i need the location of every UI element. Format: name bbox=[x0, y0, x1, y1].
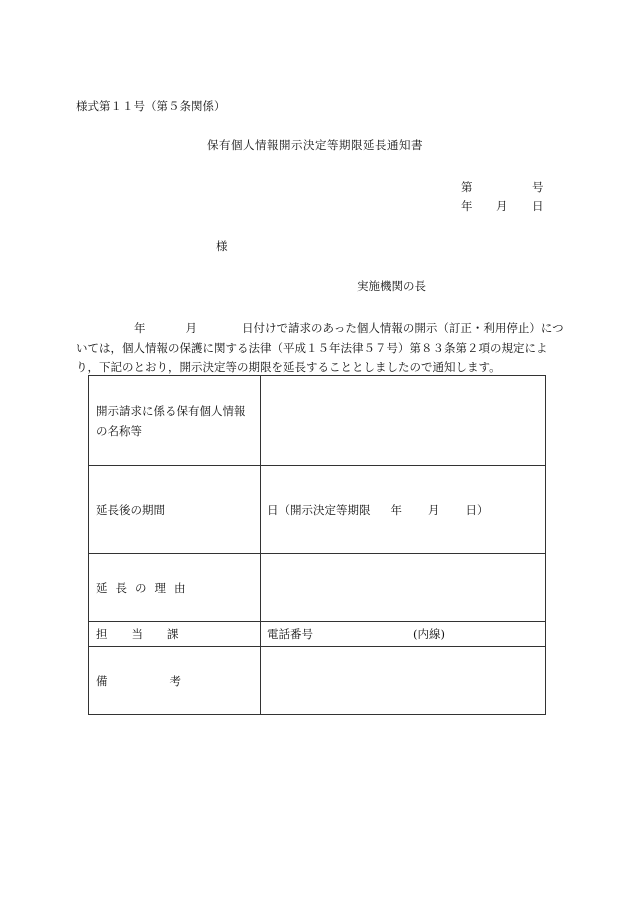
extended-period-label: 延長後の期間 bbox=[89, 466, 261, 554]
remarks-label-2: 考 bbox=[169, 673, 181, 688]
phone-label: 電話番号 bbox=[267, 627, 313, 641]
date-month-label: 月 bbox=[496, 199, 508, 213]
body-line-2: いては，個人情報の保護に関する法律（平成１５年法律５７号）第８３条第２項の規定によ bbox=[76, 341, 548, 355]
table-row-department bbox=[89, 622, 546, 647]
department-label-2: 当 bbox=[131, 627, 143, 641]
body-month-label: 月 bbox=[185, 321, 197, 335]
reference-go: 号 bbox=[532, 180, 544, 194]
date-year-label: 年 bbox=[461, 199, 473, 213]
remarks-label-1: 備 bbox=[96, 673, 108, 688]
extension-label: (内線) bbox=[413, 627, 445, 641]
info-name-label bbox=[89, 376, 261, 466]
notice-table bbox=[88, 375, 546, 715]
addressee-honorific: 様 bbox=[216, 239, 228, 253]
department-label-3: 課 bbox=[167, 627, 179, 641]
department-label bbox=[89, 622, 261, 647]
phone-value[interactable] bbox=[261, 622, 546, 647]
extended-period-end: 日） bbox=[465, 502, 489, 517]
extended-period-day-text: 日（開示決定等期限 bbox=[267, 502, 371, 517]
date-day-label: 日 bbox=[532, 199, 544, 213]
info-name-value[interactable] bbox=[261, 376, 546, 466]
table-row-reason bbox=[89, 554, 546, 622]
remarks-value[interactable] bbox=[261, 647, 546, 715]
reason-label: 延長の理由 bbox=[89, 554, 261, 622]
body-year-label: 年 bbox=[134, 321, 146, 335]
info-name-label-line-2: の名称等 bbox=[96, 423, 142, 438]
extended-period-value[interactable] bbox=[261, 466, 546, 554]
extended-period-year: 年 bbox=[390, 502, 402, 517]
table-row-remarks bbox=[89, 647, 546, 715]
remarks-label bbox=[89, 647, 261, 715]
document-title: 保有個人情報開示決定等期限延長通知書 bbox=[207, 138, 423, 152]
reason-value[interactable] bbox=[261, 554, 546, 622]
form-number: 様式第１１号（第５条関係） bbox=[76, 99, 226, 113]
reference-dai: 第 bbox=[461, 180, 473, 194]
info-name-label-line-1: 開示請求に係る保有個人情報 bbox=[96, 403, 246, 418]
department-label-1: 担 bbox=[96, 627, 108, 641]
table-row-info-name bbox=[89, 376, 546, 466]
body-line-1-text: 日付けで請求のあった個人情報の開示（訂正・利用停止）につ bbox=[242, 321, 564, 335]
issuer-title: 実施機関の長 bbox=[357, 279, 426, 293]
table-row-extended-period bbox=[89, 466, 546, 554]
extended-period-month: 月 bbox=[428, 502, 440, 517]
body-line-1 bbox=[76, 320, 564, 336]
body-line-3: り，下記のとおり，開示決定等の期限を延長することとしましたので通知します。 bbox=[76, 360, 501, 374]
